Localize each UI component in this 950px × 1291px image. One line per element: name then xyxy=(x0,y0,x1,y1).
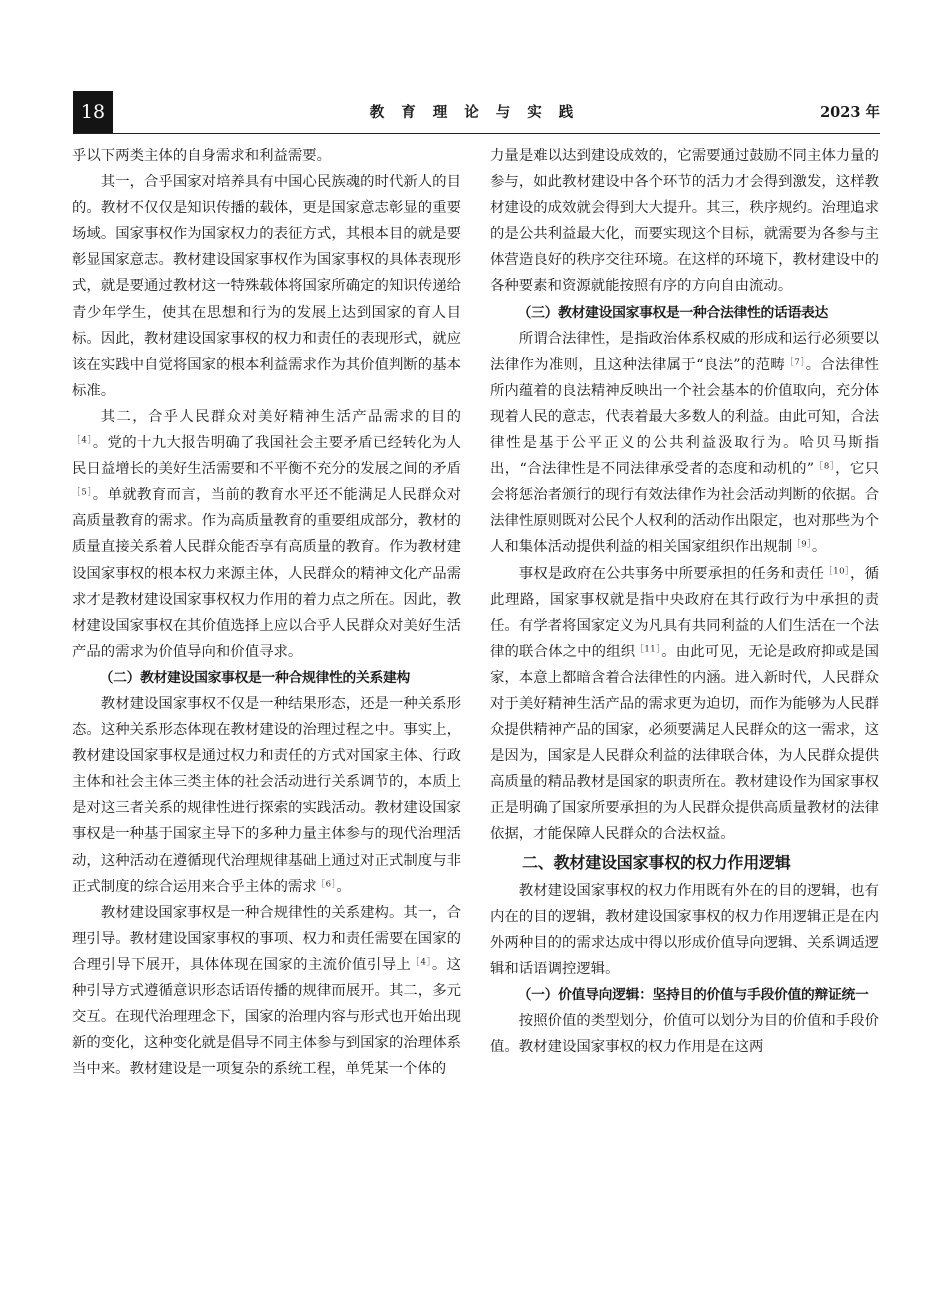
paragraph xyxy=(490,561,879,848)
paragraph-text: 。单就教育而言，当前的教育水平还不能满足人民群众对高质量教育的需求。作为高质量教育的重要组成部分，教材的质量直接关系着人民群众能否享有高质量的教育。作为教材建设国家事权的根本权力来源主体，人民群众的精神文化产品需求才是教材建设国家事权权力作用的着力点之所在。因此，教材建设国家事权在其价值选择上应以合乎人民群众对美好生活产品的需求为价值导向和价值寻求。 xyxy=(72,487,461,660)
paragraph-text: 。 xyxy=(336,878,351,895)
section-heading: （二）教材建设国家事权是一种合规律性的关系建构 xyxy=(99,669,411,686)
paragraph-text: 。这种引导方式遵循意识形态话语传播的规律而展开。其二，多元交互。在现代治理理念下，国家的治理内容与形式也开始出现新的变化，这种变化就是倡导不同主体参与到国家的治理体系当中来。教材建设是一项复杂的系统工程，单凭某一个体的 xyxy=(72,956,461,1078)
paragraph: 教材建设国家事权的权力作用既有外在的目的逻辑，也有内在的目的逻辑，教材建设国家事权的权力作用逻辑正是在内外两种目的的需求达成中得以形成价值导向逻辑、关系调适逻辑和话语调控逻辑。 xyxy=(490,882,879,977)
citation-ref: ［6］ xyxy=(316,878,337,889)
paragraph-text: 。合法律性所内蕴着的良法精神反映出一个社会基本的价值取向，充分体现着人民的意志，代表着最大多数人的利益。由此可知，合法律性是基于公平正义的公共利益汲取行为。哈贝马斯指出，“合法律性是不同法律承受者的态度和动机的” xyxy=(490,356,879,478)
paragraph-text: 。由此可见，无论是政府抑或是国家，本意上都暗含着合法律性的内涵。进入新时代，人民群众对于美好精神生活产品的需求更为迫切，而作为能够为人民群众提供精神产品的国家，必须要满足人民群众的这一需求，这是因为，国家是人民群众利益的法律联合体，为人民群众提供高质量的精品教材是国家的职责所在。教材建设作为国家事权正是明确了国家所要承担的为人民群众提供高质量教材的法律依据，才能保障人民群众的合法权益。 xyxy=(490,643,879,843)
chapter-heading: 二、教材建设国家事权的权力作用逻辑 xyxy=(522,852,791,872)
header-rule xyxy=(73,133,880,134)
right-column xyxy=(490,143,879,1060)
left-column xyxy=(72,143,461,1082)
page-number: 18 xyxy=(73,91,113,133)
citation-ref: ［9］ xyxy=(792,539,812,550)
citation-ref: ［5］ xyxy=(72,487,93,498)
paragraph-text: ，循此理路，国家事权就是指中央政府在其行政行为中承担的责任。有学者将国家定义为凡具有共同利益的人们生活在一个法律的联合体之中的组织 xyxy=(490,565,879,660)
paragraph: 力量是难以达到建设成效的，它需要通过鼓励不同主体力量的参与，如此教材建设中各个环节的活力才会得到激发，这样教材建设的成效就会得到大大提升。其三，秩序规约。治理追求的是公共利益最大化，而要实现这个目标，就需要为各参与主体营造良好的秩序交往环境。在这样的环境下，教材建设中的各种要素和资源就能按照有序的方向自由流动。 xyxy=(490,148,879,295)
citation-ref: ［4］ xyxy=(411,957,432,968)
citation-ref: ［4］ xyxy=(72,435,93,446)
paragraph-text: ，它只会将惩治者颁行的现行有效法律作为社会活动判断的依据。合法律性原则既对公民个人权利的活动作出限定，也对那些为个人和集体活动提供利益的相关国家组织作出规制 xyxy=(490,461,879,556)
issue-year: 2023 年 xyxy=(820,104,880,121)
citation-ref: ［10］ xyxy=(824,565,851,576)
paragraph xyxy=(72,900,461,1083)
section-heading: （三）教材建设国家事权是一种合法律性的话语表达 xyxy=(517,304,829,321)
paragraph xyxy=(490,326,879,561)
paragraph-text: 所谓合法律性，是指政治体系权威的形成和运行必须要以法律作为准则，且这种法律属于“良法”的范畴 xyxy=(490,330,879,373)
paragraph: 其一，合乎国家对培养具有中国心民族魂的时代新人的目的。教材不仅仅是知识传播的载体，更是国家意志彰显的重要场域。国家事权作为国家权力的表征方式，其根本目的就是要彰显国家意志。教材建设国家事权作为国家事权的具体表现形式，就是要通过教材这一特殊载体将国家所确定的知识传递给青少年学生，使其在思想和行为的发展上达到国家的育人目标。因此，教材建设国家事权的权力和责任的表现形式，就应该在实践中自觉将国家的根本利益需求作为其价值判断的基本标准。 xyxy=(72,174,461,399)
paragraph xyxy=(72,404,461,665)
citation-ref: ［8］ xyxy=(814,461,836,472)
paragraph xyxy=(72,691,461,900)
paragraph-text: 教材建设国家事权是一种合规律性的关系建构。其一，合理引导。教材建设国家事权的事项、权力和责任需要在国家的合理引导下展开，具体体现在国家的主流价值引导上 xyxy=(72,904,461,973)
paragraph-text: 。 xyxy=(811,539,827,556)
paragraph: 乎以下两类主体的自身需求和利益需要。 xyxy=(72,148,332,164)
paragraph-text: 。党的十九大报告明确了我国社会主要矛盾已经转化为人民日益增长的美好生活需要和不平衡不充分的发展之间的矛盾 xyxy=(72,435,461,478)
section-heading: （一）价值导向逻辑：坚持目的价值与手段价值的辩证统一 xyxy=(517,986,869,1003)
paragraph-text: 其二，合乎人民群众对美好精神生活产品需求的目的 xyxy=(100,408,461,425)
citation-ref: ［7］ xyxy=(785,357,806,368)
journal-title: 教育理论与实践 xyxy=(369,104,591,121)
paragraph-text: 教材建设国家事权不仅是一种结果形态，还是一种关系形态。这种关系形态体现在教材建设的治理过程之中。事实上，教材建设国家事权是通过权力和责任的方式对国家主体、行政主体和社会主体三类主体的社会活动进行关系调节的，本质上是对这三者关系的规律性进行探索的实践活动。教材建设国家事权是一种基于国家主导下的多种力量主体参与的现代治理活动，这种活动在遵循现代治理规律基础上通过对正式制度与非正式制度的综合运用来合乎主体的需求 xyxy=(72,695,461,895)
paragraph-text: 事权是政府在公共事务中所要承担的任务和责任 xyxy=(518,565,825,582)
paragraph: 按照价值的类型划分，价值可以划分为目的价值和手段价值。教材建设国家事权的权力作用是在这两 xyxy=(490,1013,879,1056)
citation-ref: ［11］ xyxy=(635,644,662,655)
